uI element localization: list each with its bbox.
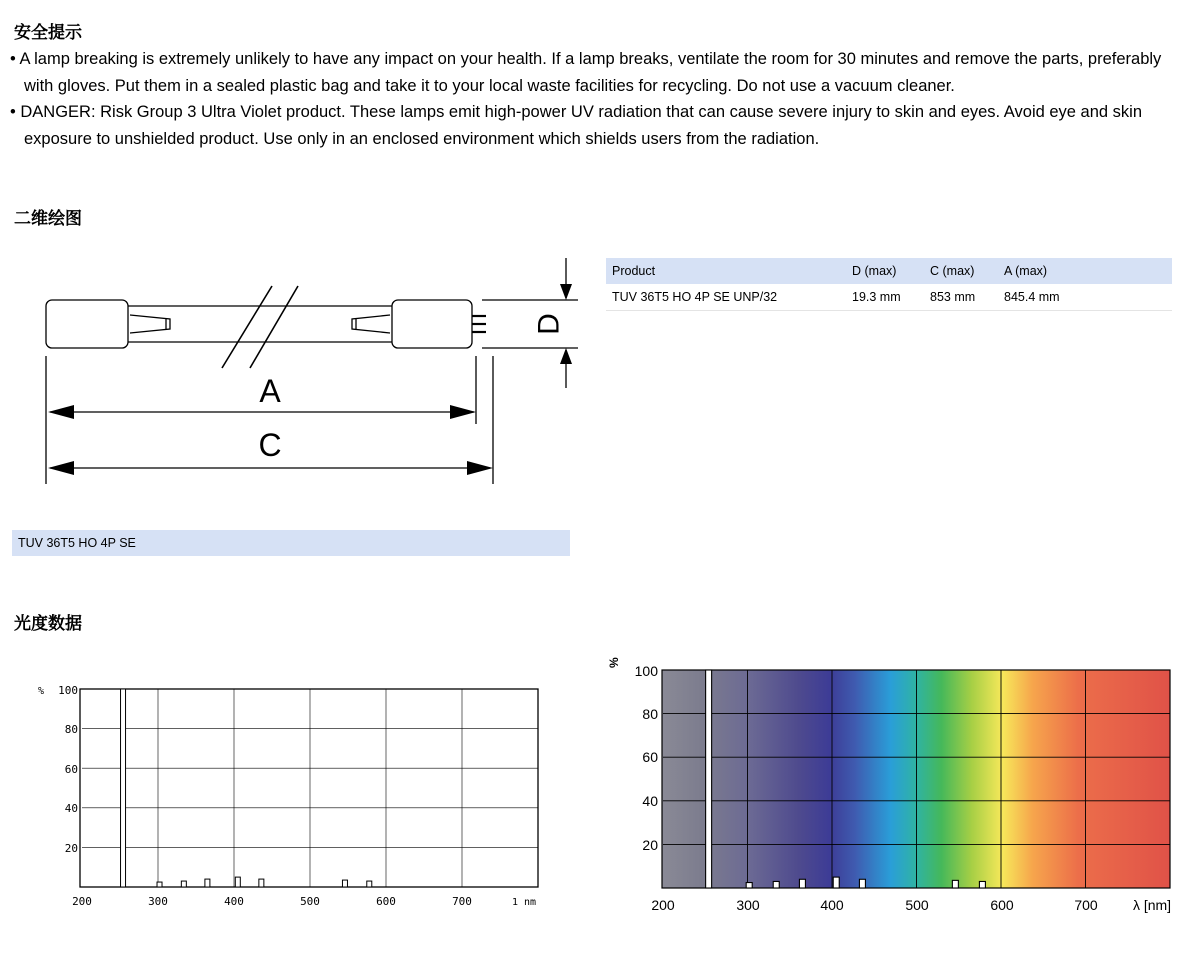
col-d-max: D (max) [846,258,924,284]
lamp-left-cap [46,300,128,348]
drawing-heading: 二维绘图 [14,209,82,229]
table-header-row [606,258,1172,284]
spectral-bar [979,881,985,888]
x-tick-label: 700 [1074,897,1098,913]
spectral-bar [799,879,805,888]
y-unit-label: % [38,686,45,697]
y-unit-label: % [607,657,621,668]
x-tick-label: 400 [820,897,844,913]
x-tick-label: 600 [376,895,396,908]
y-tick-label: 40 [64,802,78,815]
dimension-a-label: A [259,373,281,409]
spectral-bar [833,877,839,888]
x-tick-label: 500 [300,895,320,908]
safety-heading: 安全提示 [14,23,82,43]
lamp-right-cap [392,300,472,348]
y-tick-label: 80 [642,706,658,722]
y-tick-label: 100 [58,684,78,697]
y-tick-label: 20 [64,842,78,855]
dimension-c-label: C [258,427,282,463]
lamp-filament [130,315,170,333]
spectral-bar [367,881,372,887]
x-unit-label: 1 nm [511,897,537,908]
col-c-max: C (max) [924,258,998,284]
photometric-heading: 光度数据 [14,614,82,634]
col-product: Product [606,258,846,284]
safety-bullet: • DANGER: Risk Group 3 Ultra Violet product. These lamps emit high-power UV radiation that can cause severe injury to skin and eyes. Avoid eye and skin exposure to unshielded product. Use only in an enclosed environment which shields users from the radiation. [10,99,1180,152]
lamp-dimension-drawing [0,250,600,500]
spectrum-background [662,670,1170,888]
product-bar: TUV 36T5 HO 4P SE [12,530,570,556]
y-tick-label: 40 [642,793,658,809]
y-tick-label: 100 [634,663,658,679]
y-tick-label: 60 [642,749,658,765]
cell-product: TUV 36T5 HO 4P SE UNP/32 [606,284,846,311]
x-tick-label: 700 [452,895,472,908]
spectral-bar [859,879,865,888]
lamp-filament [352,315,390,333]
y-tick-label: 80 [64,723,78,736]
lamp-break-mark [222,286,272,368]
spectral-bar [259,879,264,887]
cell-d-max: 19.3 mm [846,284,924,311]
spectral-bar [205,879,210,887]
dimension-table [606,258,1172,311]
spectral-chart-left [0,670,600,920]
spectral-chart-right [600,655,1190,920]
y-tick-label: 60 [64,763,78,776]
x-unit-label: λ [nm] [1132,897,1172,913]
safety-bullet: • A lamp breaking is extremely unlikely to have any impact on your health. If a lamp breaks, ventilate the room for 30 minutes and remove the parts, preferably with gloves. Put them in a sealed plastic bag and take it to your local waste facilities for recycling. Do not use a vacuum cleaner. [10,46,1180,99]
cell-a-max: 845.4 mm [998,284,1172,311]
x-tick-label: 300 [736,897,760,913]
plot-frame [80,689,538,887]
safety-list [10,46,1180,152]
spectral-bar [121,689,126,887]
spectral-bar [235,877,240,887]
spectral-bar [157,882,162,887]
spectral-bar [746,883,752,888]
spectral-bar [773,881,779,888]
x-tick-label: 500 [905,897,929,913]
cell-c-max: 853 mm [924,284,998,311]
y-tick-label: 20 [642,837,658,853]
x-tick-label: 200 [72,895,92,908]
col-a-max: A (max) [998,258,1172,284]
spectral-bar [706,670,712,888]
table-row [606,284,1172,311]
x-tick-label: 600 [990,897,1014,913]
x-tick-label: 400 [224,895,244,908]
x-tick-label: 300 [148,895,168,908]
lamp-break-mark [250,286,298,368]
spectral-bar [952,880,958,888]
spectral-bar [181,881,186,887]
dimension-d-label: D [532,313,566,335]
x-tick-label: 200 [651,897,675,913]
spectral-bar [342,880,347,887]
